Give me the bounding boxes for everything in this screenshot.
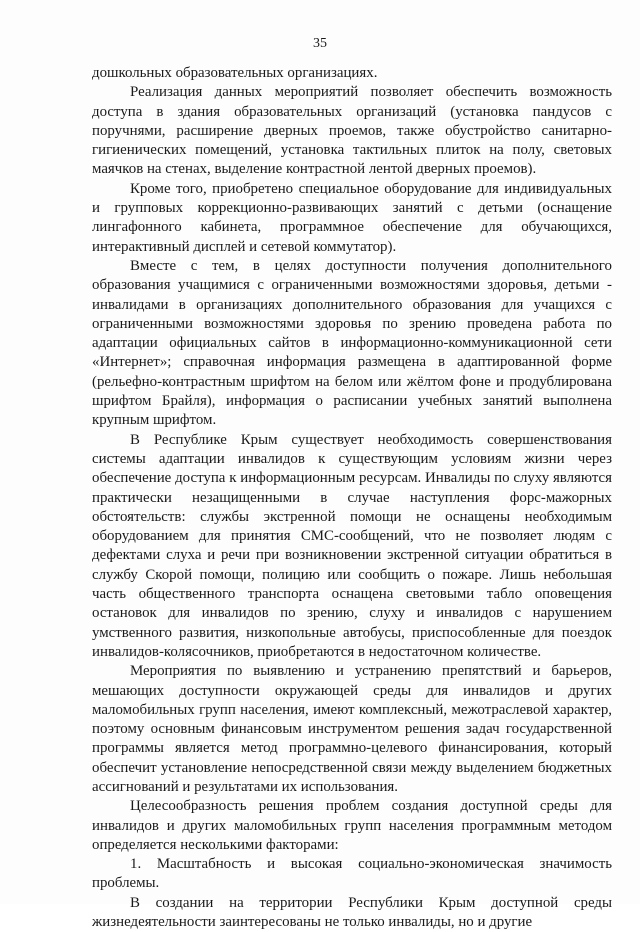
- paragraph-continuation: дошкольных образовательных организациях.: [92, 65, 378, 81]
- paragraph-additional-education: Вместе с тем, в целях доступности получения дополнительного образования учащимися с ограниченными возможностями здоровья, детьми - инвалидами в организациях дополнительного образования для учащихся с ограниченными возможностями здоровья по зрению проведена работа по адаптации официальных сайтов в информационно-коммуникационной сети «Интернет»; справочная информация размещена в адаптированной форме (рельефно-контрастным шрифтом на белом или жёлтом фоне и продублирована шрифтом Брайля), информация о расписании учебных занятий выполнена крупным шрифтом.: [92, 257, 612, 429]
- paragraph-accessibility-measures: Реализация данных мероприятий позволяет обеспечить возможность доступа в здания образовательных организаций (установка пандусов с поручнями, расширение дверных проемов, также обустройство санитарно-гигиенических помещений, установка тактильных плиток на полу, световых маячков на стенах, выделение контрастной лентой дверных проемов).: [92, 84, 612, 178]
- page-number: 35: [313, 36, 327, 51]
- paragraph-crimea-adaptation: В Республике Крым существует необходимость совершенствования системы адаптации инвалидов к существующим условиям жизни через обеспечение доступа к информационным ресурсам. Инвалиды по слуху являются практически незащищенными в случае наступления форс-мажорных обстоятельств: службы экстренной помощи не оснащены необходимым оборудованием для принятия СМС-сообщений, что не позволяет людям с дефектами слуха и речи при возникновении экстренной ситуации обратиться в службу Скорой помощи, полицию или сообщить о пожаре. Лишь небольшая часть общественного транспорта оснащена световыми табло оповещения остановок для инвалидов по зрению, слуху и инвалидов с нарушением умственного развития, низкопольные автобусы, приспособленные для поездок инвалидов-колясочников, приобретаются в недостаточном количестве.: [92, 431, 612, 660]
- paragraph-program-method: Целесообразность решения проблем создания доступной среды для инвалидов и других маломобильных групп населения программным методом определяется несколькими факторами:: [92, 798, 612, 853]
- paragraph-barriers-measures: Мероприятия по выявлению и устранению препятствий и барьеров, мешающих доступности окружающей среды для инвалидов и других маломобильных групп населения, имеют комплексный, межотраслевой характер, поэтому основным финансовым инструментом решения задач государственной программы является метод программно-целевого финансирования, который обеспечит установление непосредственной связи между выделением бюджетных ассигнований и результатами их использования.: [92, 663, 612, 795]
- document-body: [92, 64, 612, 932]
- paragraph-stakeholders: В создании на территории Республики Крым доступной среды жизнедеятельности заинтересованы не только инвалиды, но и другие: [92, 894, 612, 931]
- paragraph-factor-1: 1. Масштабность и высокая социально-экономическая значимость проблемы.: [92, 856, 612, 892]
- paragraph-special-equipment: Кроме того, приобретено специальное оборудование для индивидуальных и групповых коррекционно-развивающих занятий с детьми (оснащение лингафонного кабинета, программное обеспечение для обучающихся, интерактивный дисплей и сетевой коммутатор).: [92, 180, 612, 255]
